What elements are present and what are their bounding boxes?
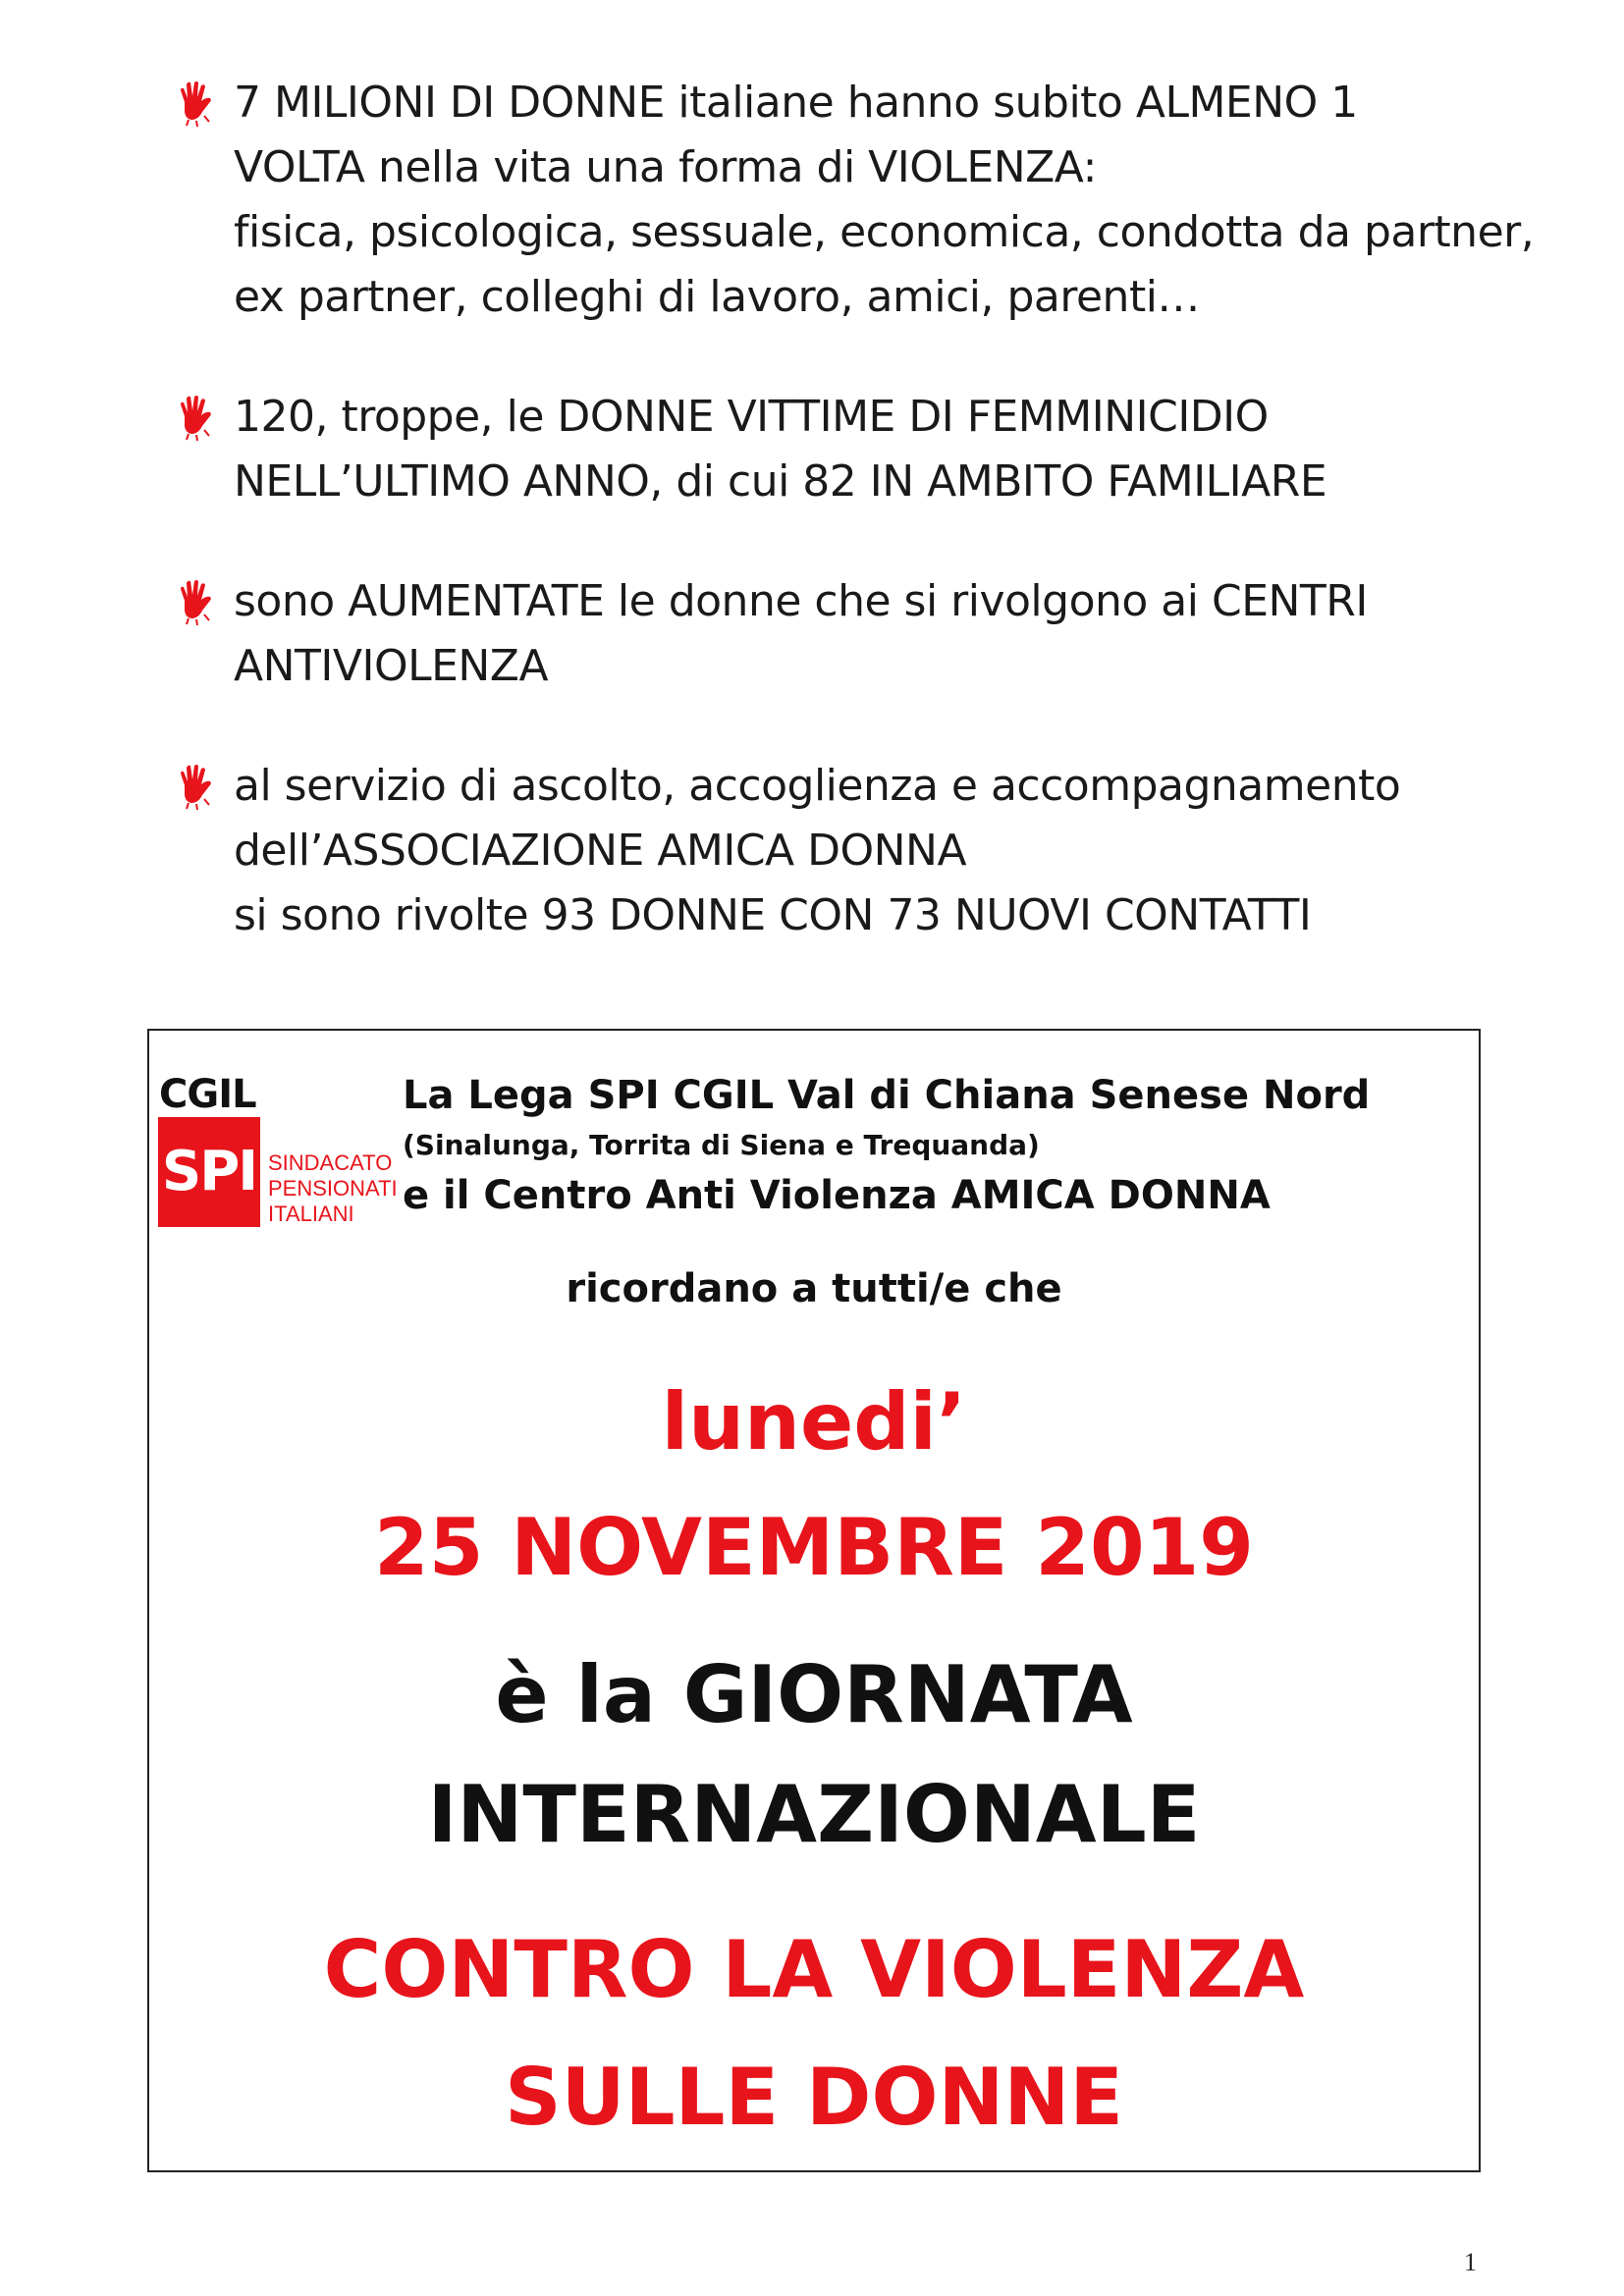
raised-hand-icon [177,80,220,128]
organizer-towns: (Sinalunga, Torrita di Siena e Trequanda) [403,1129,1040,1161]
bullet-line: ANTIVIOLENZA [234,641,549,691]
logo-subtitle-line: SINDACATO [268,1150,393,1175]
event-day: lunedi’ [661,1376,967,1468]
organizer-line-2: e il Centro Anti Violenza AMICA DONNA [403,1173,1271,1218]
bullet-item [177,754,1512,948]
raised-hand-icon [177,395,220,442]
bullet-item [177,385,1512,514]
event-date: 25 NOVEMBRE 2019 [374,1502,1254,1593]
bullet-line: ex partner, colleghi di lavoro, amici, parenti… [234,272,1200,322]
bullet-line: al servizio di ascolto, accoglienza e accompagnamento [234,761,1401,811]
contro-line-2: SULLE DONNE [505,2052,1123,2143]
raised-hand-icon [177,764,220,811]
bullet-item [177,71,1535,330]
remind-text: ricordano a tutti/e che [566,1266,1062,1311]
bullet-line: VOLTA nella vita una forma di VIOLENZA: [234,142,1097,192]
giornata-line-1: è la GIORNATA [495,1649,1133,1740]
bullet-line: sono AUMENTATE le donne che si rivolgono ai CENTRI [234,576,1368,626]
raised-hand-icon [177,579,220,626]
logo-subtitle-line: PENSIONATI [268,1176,398,1201]
announcement-box [147,1029,1481,2172]
bullet-line: fisica, psicologica, sessuale, economica, condotta da partner, [234,207,1535,257]
organizers [403,1070,1370,1221]
bullet-item [177,569,1512,699]
page-number: 1 [1464,2248,1477,2276]
cgil-spi-logo [154,1072,398,1229]
bullet-line: 7 MILIONI DI DONNE italiane hanno subito ALMENO 1 [234,78,1358,128]
logo-cgil-text: CGIL [159,1072,256,1117]
organizer-line-1: La Lega SPI CGIL Val di Chiana Senese Nord [403,1073,1371,1118]
bullet-line: NELL’ULTIMO ANNO, di cui 82 IN AMBITO FAMILIARE [234,456,1327,507]
bullet-line: si sono rivolte 93 DONNE CON 73 NUOVI CONTATTI [234,890,1312,940]
contro-line-1: CONTRO LA VIOLENZA [323,1924,1305,2015]
bullet-line: 120, troppe, le DONNE VITTIME DI FEMMINICIDIO [234,392,1269,442]
logo-spi-subtitle [268,1150,398,1227]
bullet-line: dell’ASSOCIAZIONE AMICA DONNA [234,826,967,876]
bullet-list [177,71,1535,1003]
logo-subtitle-line: ITALIANI [268,1201,354,1226]
logo-spi-block: SPI [158,1117,260,1227]
giornata-line-2: INTERNAZIONALE [427,1769,1201,1860]
